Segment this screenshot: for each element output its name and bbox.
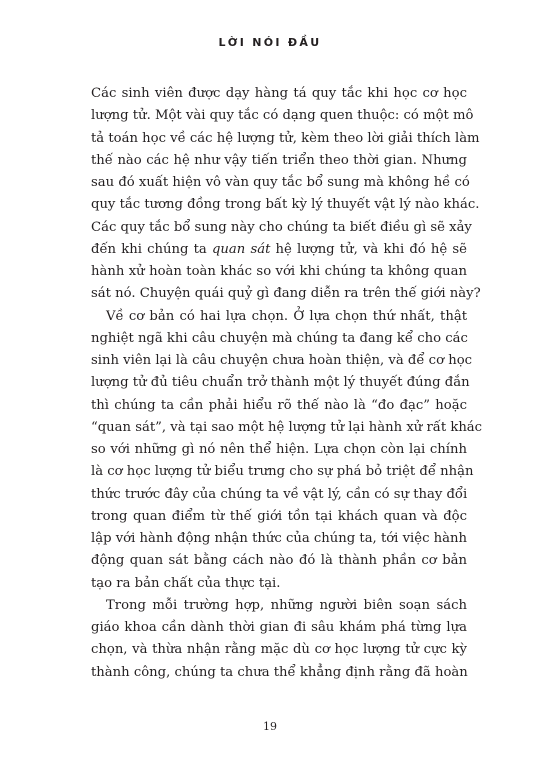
text-line: tạo ra bản chất của thực tại. (91, 575, 281, 591)
text-line: lập với hành động nhận thức của chúng ta, tới việc hành (91, 531, 467, 546)
text-line: Các quy tắc bổ sung này cho chúng ta biết điều gì sẽ xảy (91, 219, 472, 235)
text-line: Các sinh viên được dạy hàng tá quy tắc khi học cơ học (91, 86, 467, 101)
text-line: nghiệt ngã khi câu chuyện mà chúng ta đang kể cho các (91, 330, 468, 346)
text-line: đến khi chúng ta quan sát hệ lượng tử, và khi đó hệ sẽ (91, 241, 467, 257)
text-line: trong quan điểm từ thế giới tồn tại khách quan và độc (91, 508, 467, 524)
text-line: thức trước đây của chúng ta về vật lý, cần có sự thay đổi (91, 486, 468, 502)
paragraph (91, 306, 483, 595)
body-text (91, 83, 483, 684)
text-line: tả toán học về các hệ lượng tử, kèm theo lời giải thích làm (91, 130, 480, 146)
text-line: Trong mỗi trường hợp, những người biên soạn sách (106, 597, 467, 613)
text-line: thế nào các hệ như vậy tiến triển theo thời gian. Nhưng (91, 152, 467, 168)
text-line: lượng tử đủ tiêu chuẩn trở thành một lý thuyết đúng đắn (91, 375, 470, 391)
text-line: “quan sát”, và tại sao một hệ lượng tử lại hành xử rất khác (91, 419, 483, 435)
text-line: sau đó xuất hiện vô vàn quy tắc bổ sung mà không hề có (91, 175, 470, 190)
paragraph (91, 595, 467, 684)
text-line: giáo khoa cần dành thời gian đi sâu khám phá từng lựa (91, 620, 467, 635)
emphasis-text: quan sát (211, 241, 271, 257)
text-line: động quan sát bằng cách nào đó là thành phần cơ bản (91, 553, 467, 569)
text-line: quy tắc tương đồng trong bất kỳ lý thuyết vật lý nào khác. (91, 197, 480, 213)
text-line: là cơ học lượng tử biểu trưng cho sự phá bỏ triệt để nhận (91, 464, 474, 480)
paragraph (91, 83, 481, 306)
text-line: Về cơ bản có hai lựa chọn. Ở lựa chọn thứ nhất, thật (106, 308, 467, 324)
text-line: so với những gì nó nên thể hiện. Lựa chọn còn lại chính (91, 442, 467, 457)
text-line: lượng tử. Một vài quy tắc có dạng quen thuộc: có một mô (91, 108, 474, 124)
text-line: thành công, chúng ta chưa thể khẳng định rằng đã hoàn (91, 664, 468, 680)
text-line: chọn, và thừa nhận rằng mặc dù cơ học lượng tử cực kỳ (91, 642, 467, 658)
running-header: LỜI NÓI ĐẦU (218, 36, 322, 49)
text-line: thì chúng ta cần phải hiểu rõ thế nào là “đo đạc” hoặc (91, 397, 467, 413)
text-line: sinh viên lại là câu chuyện chưa hoàn thiện, và để cơ học (91, 353, 473, 368)
text-line: hành xử hoàn toàn khác so với khi chúng ta không quan (91, 264, 467, 279)
page-number: 19 (263, 720, 277, 733)
text-line: sát nó. Chuyện quái quỷ gì đang diễn ra trên thế giới này? (91, 286, 481, 302)
